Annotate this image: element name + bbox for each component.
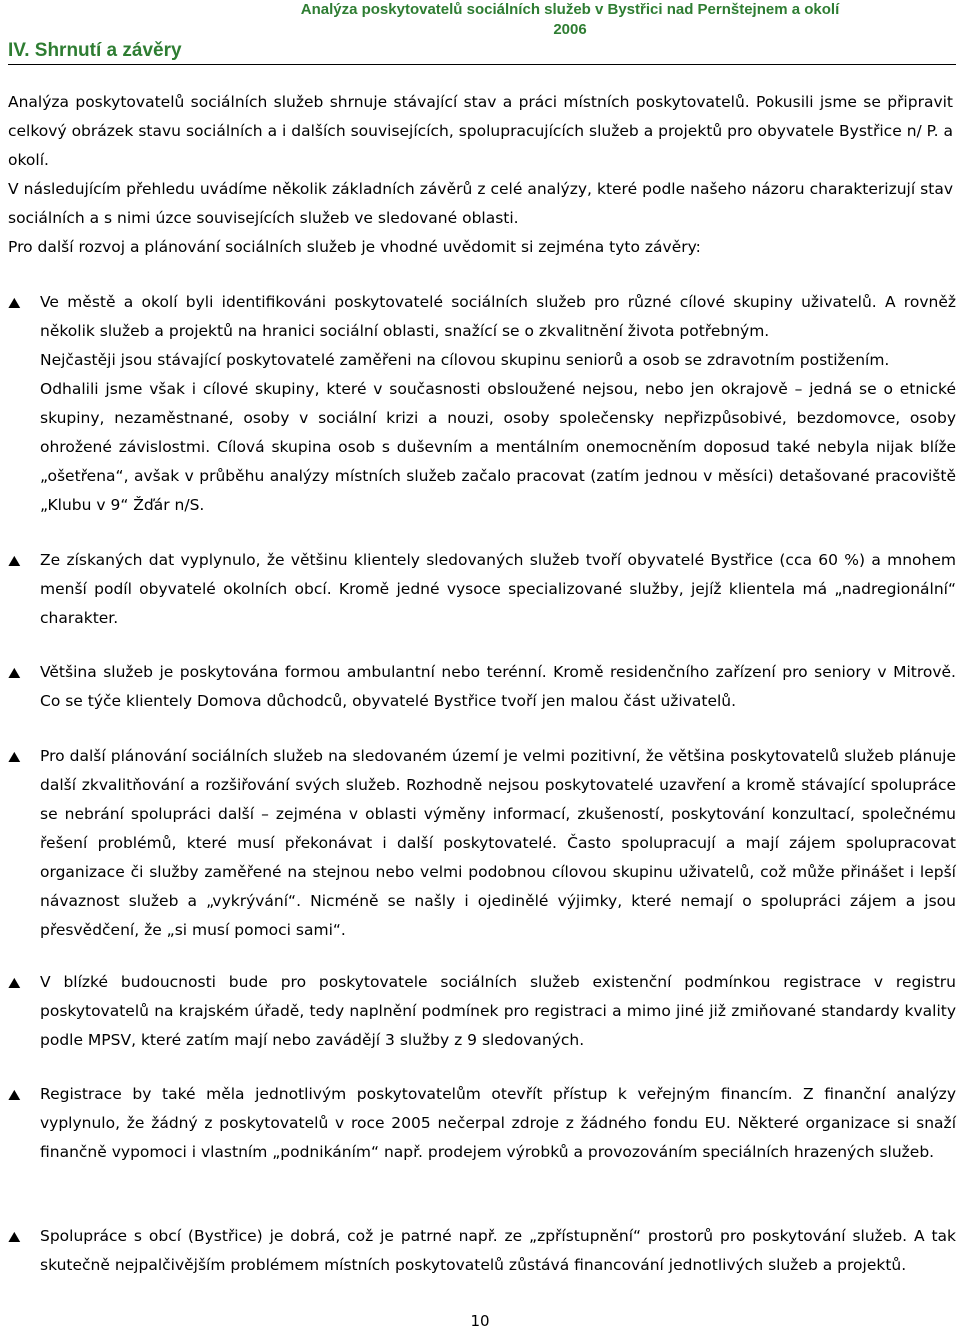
bullet-paragraph: Nejčastěji jsou stávající poskytovatelé zaměřeni na cílovou skupinu seniorů a osob se zdravotním postižením. xyxy=(40,351,890,369)
bullet-icon: ⛰ xyxy=(8,1228,21,1246)
document-header xyxy=(180,0,960,40)
header-year: 2006 xyxy=(553,21,587,38)
bullet-icon: ⛰ xyxy=(8,748,21,766)
intro-paragraph: Pro další rozvoj a plánování sociálních služeb je vhodné uvědomit si zejména tyto závěry: xyxy=(8,238,701,256)
bullet-paragraph: Odhalili jsme však i cílové skupiny, které v současnosti obsloužené nejsou, nebo jen okrajově – jedná se o etnické skupiny, nezaměstnané, osoby v sociální krizi a nouzi, osoby společensky nepřizpůsobivé, bezdomovce, osoby ohrožené závislostmi. Cílová skupina osob s duševním a mentálním onemocněním doposud také nebyla nijak blíže „ošetřena“, avšak v průběhu analýzy místních služeb začalo pracovat (zatím jednou v měsíci) detašované pracoviště „Klubu v 9“ Žďár n/S. xyxy=(40,380,956,514)
bullet-paragraph: Registrace by také měla jednotlivým poskytovatelům otevřít přístup k veřejným financím. Z finanční analýzy vyplynulo, že žádný z poskytovatelů v roce 2005 nečerpal zdroje z žádného fondu EU. Některé organizace si snaží finančně vypomoci i vlastním „podnikáním“ např. prodejem výrobků a provozováním speciálních hrazených služeb. xyxy=(40,1085,956,1161)
bullet-paragraph: Ve městě a okolí byli identifikováni poskytovatelé sociálních služeb pro různé cílové skupiny uživatelů. A rovněž několik služeb a projektů na hranici sociální oblasti, snažící se o zkvalitnění života potřebným. xyxy=(40,293,956,340)
bullet-icon: ⛰ xyxy=(8,974,21,992)
bullet-paragraph: Ze získaných dat vyplynulo, že většinu klientely sledovaných služeb tvoří obyvatelé Bystřice (cca 60 %) a mnohem menší podíl obyvatelé okolních obcí. Kromě jedné vysoce specializované služby, jejíž klientela má „nadregionální“ charakter. xyxy=(40,551,956,627)
intro-paragraph: Analýza poskytovatelů sociálních služeb shrnuje stávající stav a práci místních poskytovatelů. Pokusili jsme se připravit celkový obrázek stavu sociálních a i dalších souvisejících, spolupracujících služeb a projektů pro obyvatele Bystřice n/ P. a okolí. xyxy=(8,93,953,169)
bullet-text xyxy=(40,968,956,1055)
bullet-icon: ⛰ xyxy=(8,552,21,570)
bullet-item-3 xyxy=(8,658,956,716)
bullet-item-5 xyxy=(8,968,956,1055)
bullet-text xyxy=(40,658,956,716)
bullet-paragraph: V blízké budoucnosti bude pro poskytovatele sociálních služeb existenční podmínkou registrace v registru poskytovatelů na krajském úřadě, tedy naplnění podmínek pro registraci a mimo jiné již zmiňované standardy kvality podle MPSV, které zatím mají nebo zavádějí 3 služby z 9 sledovaných. xyxy=(40,973,956,1049)
bullet-item-7 xyxy=(8,1222,956,1280)
intro-paragraph: V následujícím přehledu uvádíme několik základních závěrů z celé analýzy, které podle našeho názoru charakterizují stav sociálních a s nimi úzce souvisejících služeb ve sledované oblasti. xyxy=(8,180,953,227)
bullet-item-6 xyxy=(8,1080,956,1167)
bullet-item-1 xyxy=(8,288,956,520)
bullet-paragraph: Spolupráce s obcí (Bystřice) je dobrá, což je patrné např. ze „zpřístupnění“ prostorů pro poskytování služeb. A tak skutečně nejpalčivějším problémem místních poskytovatelů zůstává financování jednotlivých služeb a projektů. xyxy=(40,1227,956,1274)
bullet-text xyxy=(40,546,956,633)
bullet-paragraph: Většina služeb je poskytována formou ambulantní nebo terénní. Kromě residenčního zařízení pro seniory v Mitrově. Co se týče klientely Domova důchodců, obyvatelé Bystřice tvoří jen malou část uživatelů. xyxy=(40,663,956,710)
bullet-icon: ⛰ xyxy=(8,664,21,682)
bullet-paragraph: Pro další plánování sociálních služeb na sledovaném území je velmi pozitivní, že většina poskytovatelů služeb plánuje další zkvalitňování a rozšiřování svých služeb. Rozhodně nejsou poskytovatelé uzavření a kromě stávající spolupráce se nebrání spolupráci další – zejména v oblasti výměny informací, zkušeností, poskytování konzultací, společnému řešení problémů, které musí překonávat i další poskytovatelé. Často spolupracují a mají zájem spolupracovat organizace či služby zaměřené na stejnou nebo velmi podobnou cílovou skupinu uživatelů, což může přinášet i lepší návaznost služeb a „vykrývání“. Nicméně se našly i ojedinělé výjimky, které nemají o spolupráci zájem a jsou přesvědčení, že „si musí pomoci sami“. xyxy=(40,747,956,939)
bullet-icon: ⛰ xyxy=(8,1086,21,1104)
bullet-text xyxy=(40,742,956,945)
header-divider xyxy=(8,64,956,65)
page-number: 10 xyxy=(470,1312,490,1330)
section-title: IV. Shrnutí a závěry xyxy=(8,40,182,61)
intro-block xyxy=(8,88,953,262)
header-title: Analýza poskytovatelů sociálních služeb v Bystřici nad Pernštejnem a okolí xyxy=(300,1,840,18)
bullet-icon: ⛰ xyxy=(8,294,21,312)
bullet-item-4 xyxy=(8,742,956,945)
bullet-text xyxy=(40,288,956,520)
bullet-text xyxy=(40,1222,956,1280)
bullet-text xyxy=(40,1080,956,1167)
bullet-item-2 xyxy=(8,546,956,633)
